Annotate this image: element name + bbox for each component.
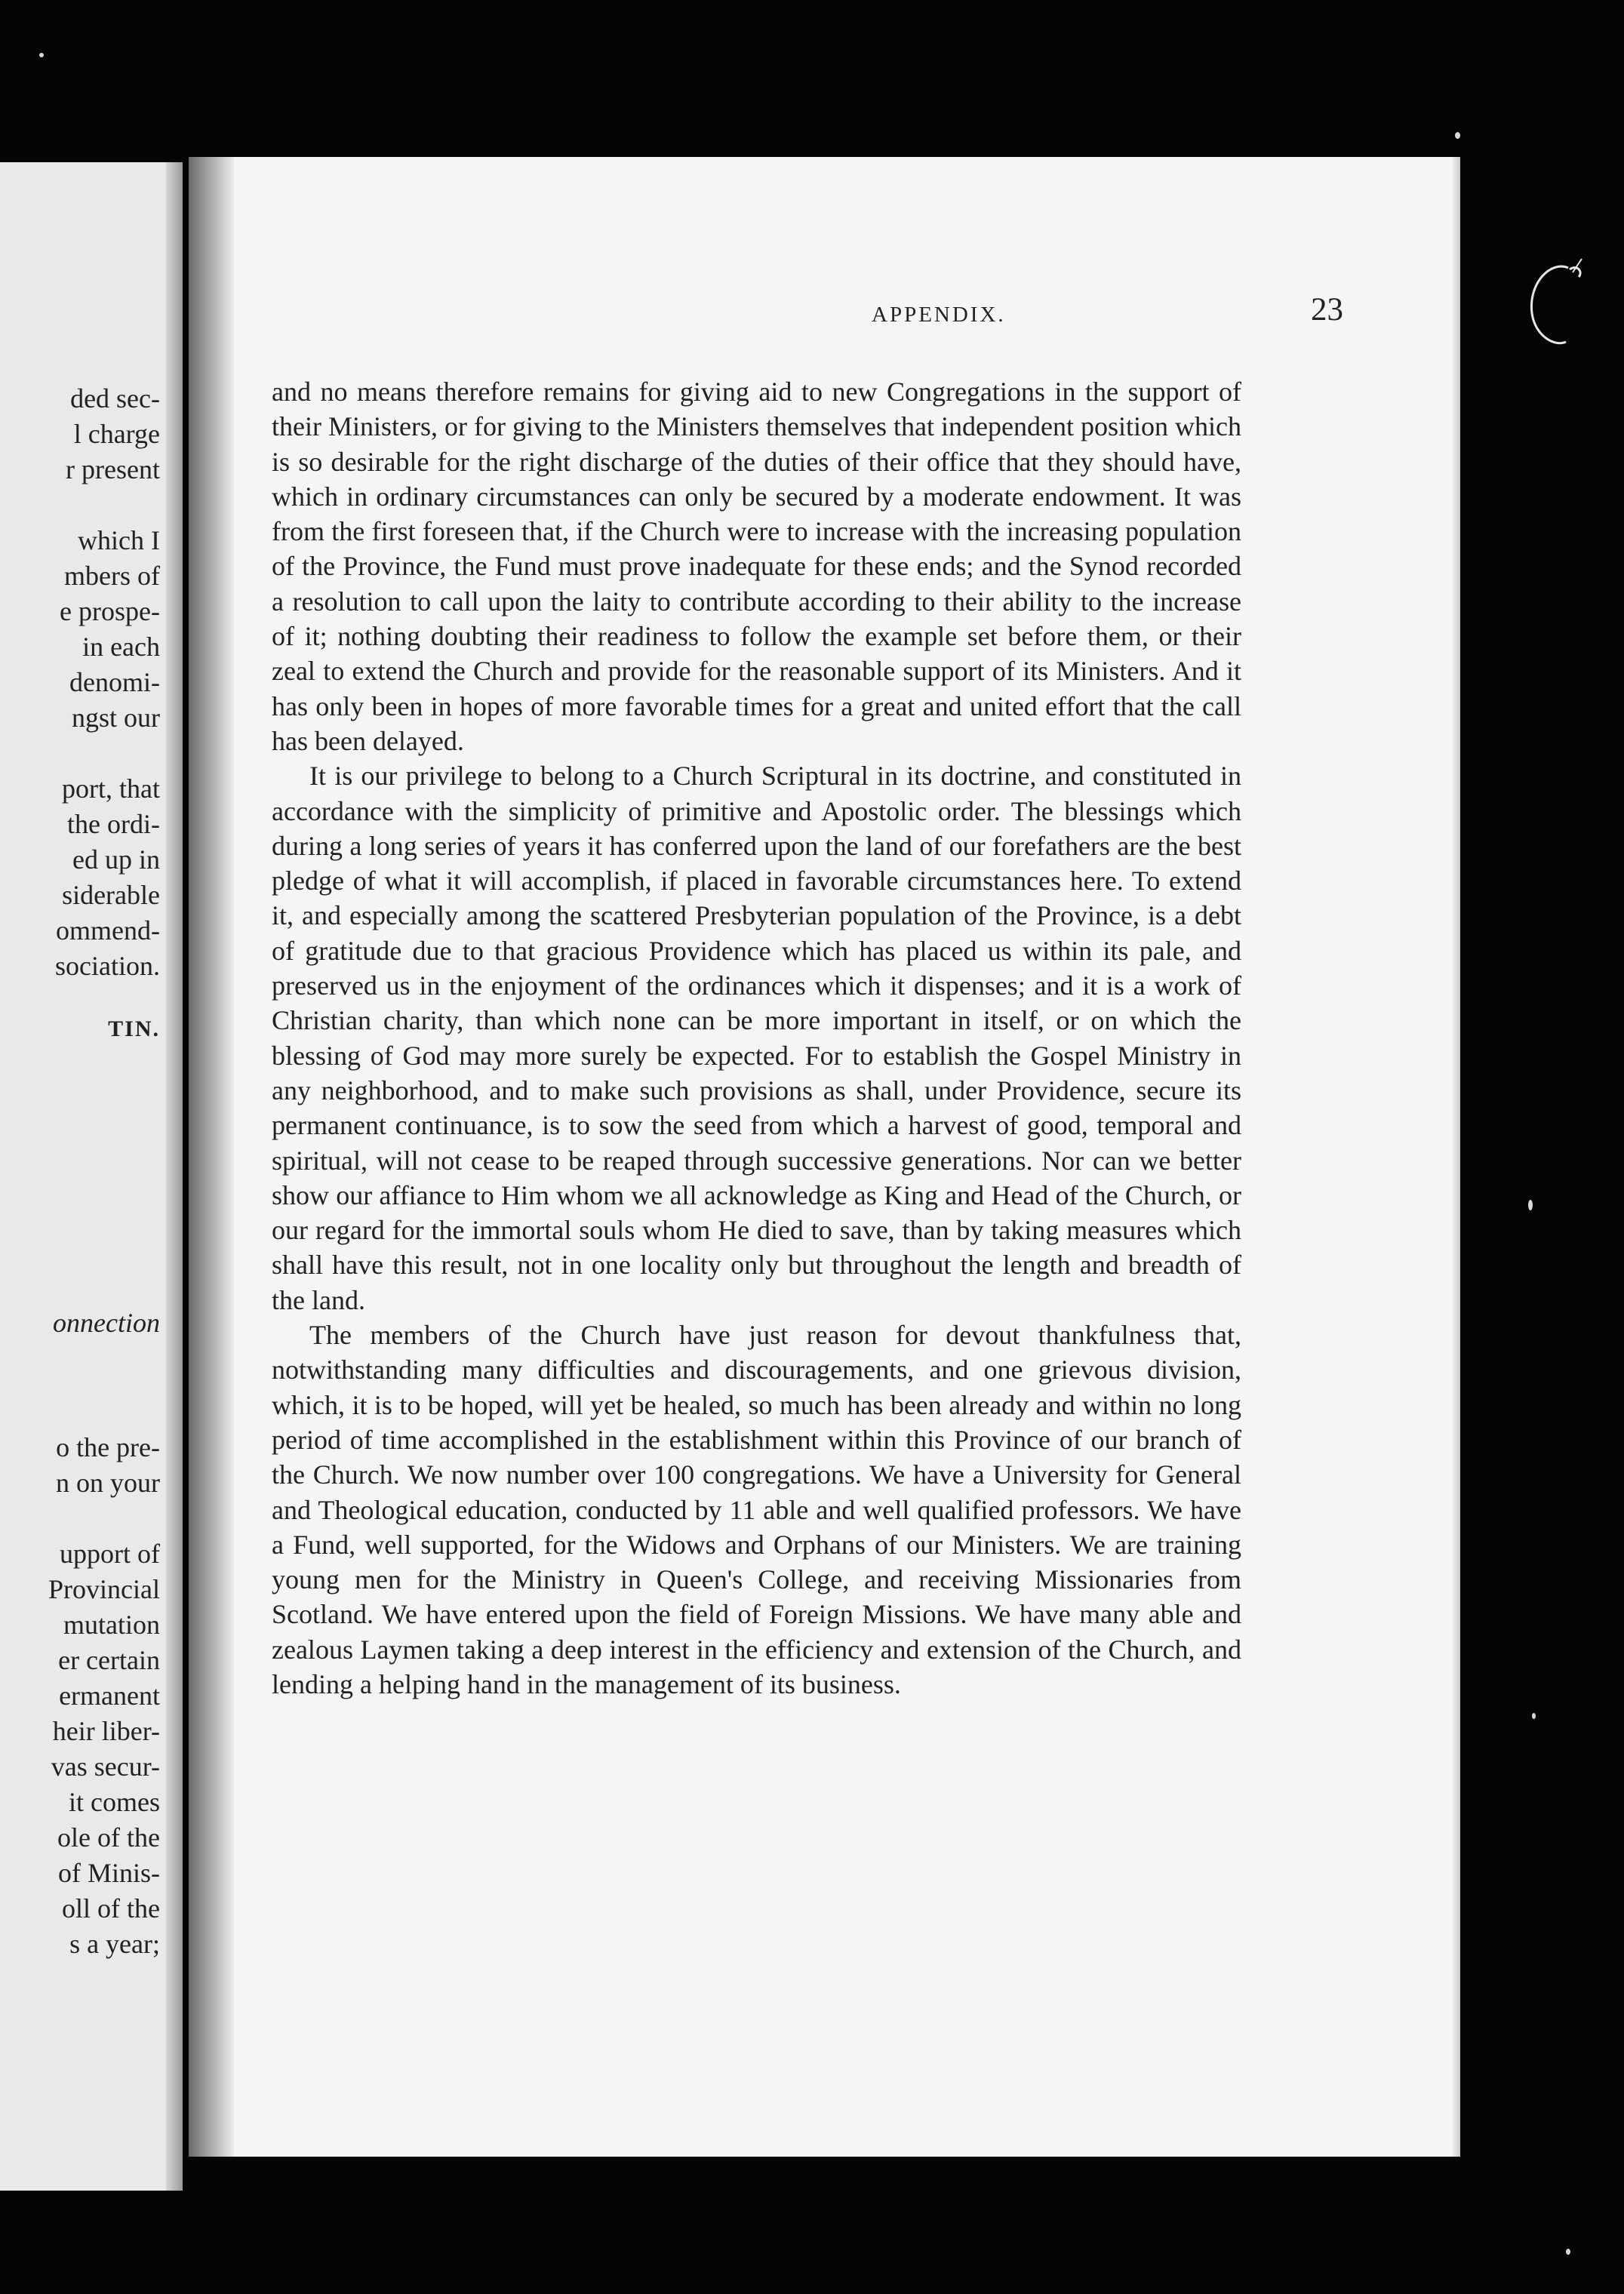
- left-margin-signature: TIN.: [108, 1016, 160, 1041]
- running-head: APPENDIX.: [872, 303, 1006, 327]
- paragraph: It is our privilege to belong to a Church Scriptural in its doctrine, and constituted in accordance with the simplicity of primitive and Apostolic order. The blessings which during a long series of years it has conferred upon the land of our forefathers are the best pledge of what it will accomplish, if placed in favorable circumstances here. To extend it, and especially among the scattered Presbyterian population of the Province, is a debt of gratitude due to that gracious Providence which has placed us within its pale, and preserved us in the enjoyment of the ordinances which it dispenses; and it is a work of Christian charity, than which none can be more important in itself, or on which the blessing of God may more surely be expected. For to establish the Gospel Ministry in any neighborhood, and to make such provisions as shall, under Providence, secure its permanent continuance, is to sow the seed from which a harvest of good, temporal and spiritual, will not cease to be reaped through successive generations. Nor can we better show our affiance to Him whom we all acknowledge as King and Head of the Church, or our regard for the immortal souls whom He died to save, than by taking measures which shall have this result, not in one locality only but throughout the length and breadth of the land.: [272, 761, 1241, 1315]
- body-text: [272, 374, 1241, 1702]
- page-gutter: [166, 162, 183, 2191]
- left-margin-text-d: o the pre- n on your upport of Provincial mutation er certain ermanent heir liber- vas secur- it comes ole of the of Minis- oll of the s a year;: [48, 1432, 160, 1959]
- dust-speck: [1566, 2249, 1570, 2255]
- dust-speck: [1532, 1713, 1536, 1719]
- paragraph: and no means therefore remains for giving aid to new Congregations in the support of their Ministers, or for giving to the Ministers themselves that independent position which is so desirable for the right discharge of the duties of their office that they should have, which in ordinary circumstances can only be secured by a moderate endowment. It was from the first foreseen that, if the Church were to increase with the increasing population of the Province, the Fund must prove inadequate for these ends; and the Synod recorded a resolution to call upon the laity to contribute according to their ability to the increase of it; nothing doubting their readiness to follow the example set before them, or their zeal to extend the Church and provide for the reasonable support of its Ministers. And it has only been in hopes of more favorable times for a great and united effort that the call has been delayed.: [272, 377, 1241, 756]
- page-edge: [1453, 157, 1460, 2157]
- dust-speck: [1455, 132, 1460, 139]
- page-number: 23: [1311, 292, 1343, 327]
- dust-speck: [39, 53, 44, 57]
- page-binding-shadow: [189, 157, 234, 2157]
- left-margin-heading: onnection: [53, 1308, 160, 1338]
- left-margin-text-a: ded sec- l charge r present which I mbers of e prospe- in each denomi- ngst our port, that the ordi- ed up in siderable ommend- sociation.: [55, 383, 160, 981]
- dust-speck: [1528, 1200, 1533, 1210]
- previous-page-fragment: [0, 162, 183, 2191]
- book-page: [189, 157, 1460, 2157]
- paragraph: The members of the Church have just reason for devout thankfulness that, notwithstanding many difficulties and discouragements, and one grievous division, which, it is to be hoped, will yet be healed, so much has been already and within no long period of time accomplished in the establishment within this Province of our branch of the Church. We now number over 100 congregations. We have a University for General and Theological education, conducted by 11 able and well qualified professors. We have a Fund, well supported, for the Widows and Orphans of our Ministers. We are training young men for the Ministry in Queen's College, and receiving Missionaries from Scotland. We have entered upon the field of Foreign Missions. We have many able and zealous Laymen taking a deep interest in the efficiency and extension of the Church, and lending a helping hand in the management of its business.: [272, 1320, 1241, 1699]
- pen-mark-icon: [1509, 253, 1600, 396]
